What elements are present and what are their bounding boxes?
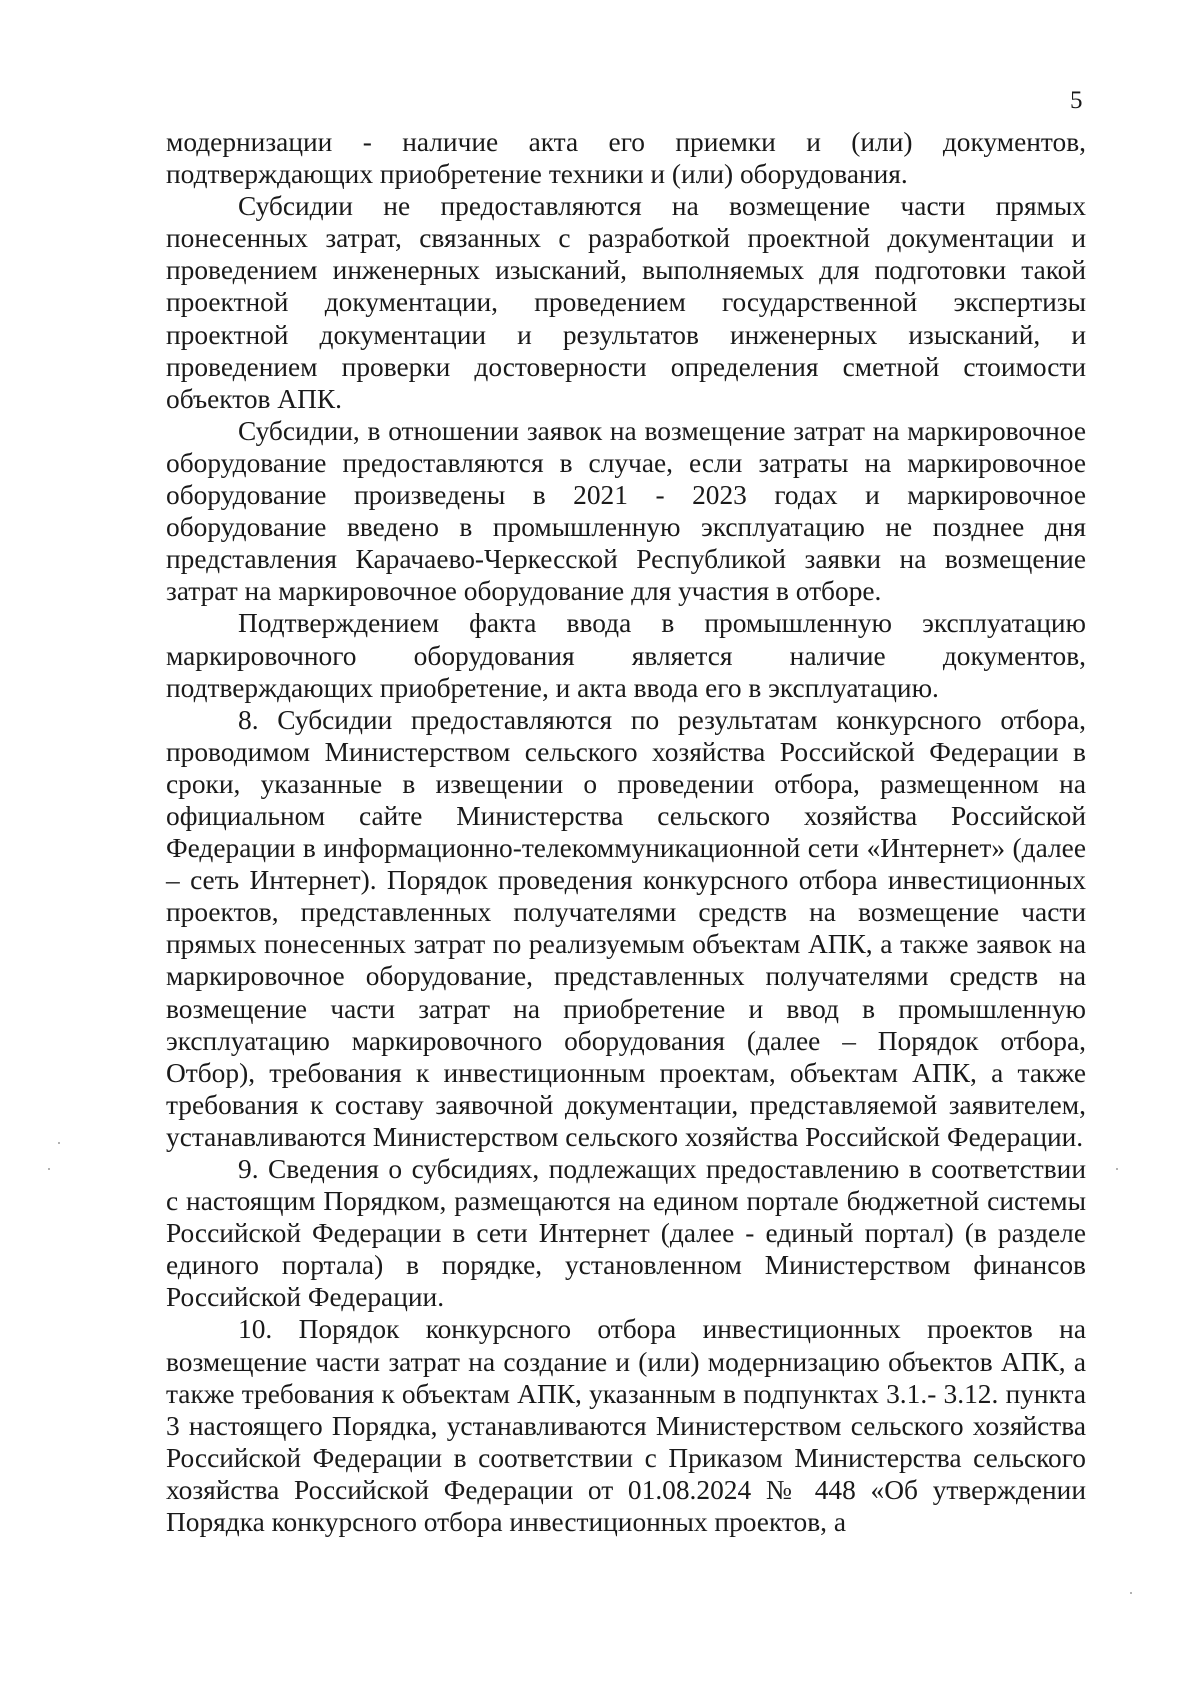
body-text [166, 126, 1086, 1538]
paragraph-marking-equipment-conditions: Субсидии, в отношении заявок на возмещение затрат на маркировочное оборудование предоставляются в случае, если затраты на маркировочное оборудование произведены в 2021 - 2023 годах и маркировочное оборудование введено в промышленную эксплуатацию не позднее дня представления Карачаево-Черкесской Республикой заявки на возмещение затрат на маркировочное оборудование для участия в отборе. [166, 415, 1086, 607]
scan-speck [1130, 1592, 1132, 1594]
paragraph-continuation: модернизации - наличие акта его приемки и (или) документов, подтверждающих приобретение техники и (или) оборудования. [166, 127, 1086, 190]
paragraph-item-10: 10. Порядок конкурсного отбора инвестиционных проектов на возмещение части затрат на создание и (или) модернизацию объектов АПК, а также требования к объектам АПК, указанным в подпунктах 3.1.- 3.12. пункта 3 настоящего Порядка, устанавливаются Министерством сельского хозяйства Российской Федерации в соответствии с Приказом Министерства сельского хозяйства Российской Федерации от 01.08.2024 № 448 «Об утверждении Порядка конкурсного отбора инвестиционных проектов, а [166, 1314, 1086, 1538]
scan-speck [48, 1168, 50, 1170]
page-number: 5 [1070, 87, 1083, 114]
paragraph-item-9: 9. Сведения о субсидиях, подлежащих предоставлению в соответствии с настоящим Порядком, размещаются на едином портале бюджетной системы Российской Федерации в сети Интернет (далее - единый портал) (в разделе единого портала) в порядке, установленном Министерством финансов Российской Федерации. [166, 1154, 1086, 1313]
paragraph-commissioning-confirmation: Подтверждением факта ввода в промышленную эксплуатацию маркировочного оборудования является наличие документов, подтверждающих приобретение, и акта ввода его в эксплуатацию. [166, 608, 1086, 703]
paragraph-design-costs-exclusion: Субсидии не предоставляются на возмещение части прямых понесенных затрат, связанных с разработкой проектной документации и проведением инженерных изысканий, выполняемых для подготовки такой проектной документации, проведением государственной экспертизы проектной документации и результатов инженерных изысканий, и проведением проверки достоверности определения сметной стоимости объектов АПК. [166, 191, 1086, 414]
paragraph-item-8: 8. Субсидии предоставляются по результатам конкурсного отбора, проводимом Министерством сельского хозяйства Российской Федерации в сроки, указанные в извещении о проведении отбора, размещенном на официальном сайте Министерства сельского хозяйства Российской Федерации в информационно-телекоммуникационной сети «Интернет» (далее – сеть Интернет). Порядок проведения конкурсного отбора инвестиционных проектов, представленных получателями средств на возмещение части прямых понесенных затрат по реализуемым объектам АПК, а также заявок на маркировочное оборудование, представленных получателями средств на возмещение части затрат на приобретение и ввод в промышленную эксплуатацию маркировочного оборудования (далее – Порядок отбора, Отбор), требования к инвестиционным проектам, объектам АПК, а также требования к составу заявочной документации, представляемой заявителем, устанавливаются Министерством сельского хозяйства Российской Федерации. [166, 704, 1086, 1152]
scan-speck [58, 1142, 60, 1144]
scan-speck [1116, 1168, 1118, 1170]
